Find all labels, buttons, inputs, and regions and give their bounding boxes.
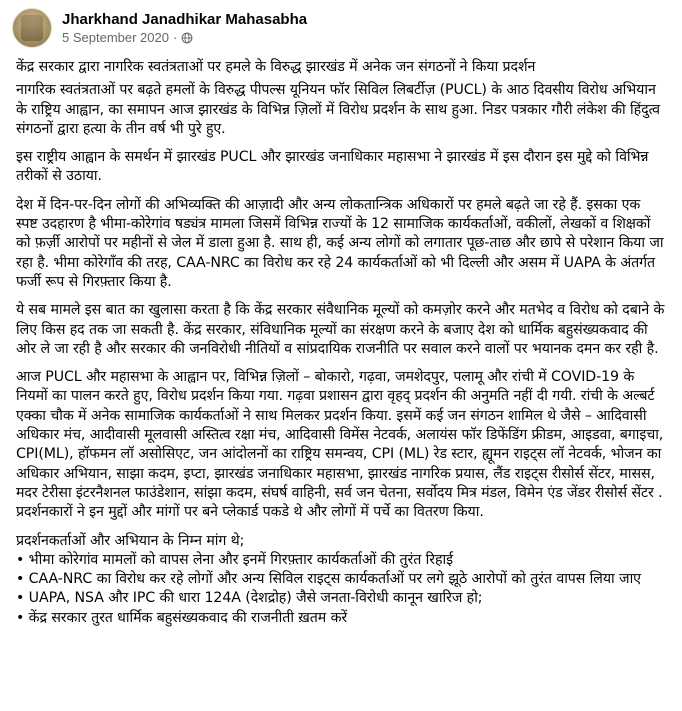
post-body [0,50,682,628]
post-header [0,0,682,50]
list-item: • UAPA, NSA और IPC की धारा 124A (देशद्रोह) जैसे जनता-विरोधी कानून खारिज हो; [16,590,483,607]
post-date-link[interactable]: 5 September 2020 [62,30,169,45]
paragraph: नागरिक स्वतंत्रताओं पर बढ़ते हमलों के विरुद्ध पीपल्स यूनियन फॉर सिविल लिबर्टीज़ (PUCL) के आठ दिवसीय विरोध अभियान के राष्ट्रिय आह्वान, का समापन आज झारखंड के विभिन्न ज़िलों में विरोध प्रदर्शन के साथ हुआ. निडर पत्रकार गौरी लंकेश की हिंदुत्व संगठनों द्वारा हत्या के तीन वर्ष भी पुरे हुए. [16,82,660,137]
post-subline [62,29,307,46]
paragraph: ये सब मामले इस बात का खुलासा करता है कि केंद्र सरकार संवैधानिक मूल्यों को कमज़ोर करने और मतभेद व विरोध को दबाने के लिए किस हद तक जा सकती है. केंद्र सरकार, संविधानिक मूल्यों का संरक्षण करने के बजाए देश को धार्मिक बहुसंख्यकवाद की ओर ले जा रही है और सरकार की जनविरोधी नीतियों व सांप्रदायिक राजनीति पर सवाल करने वालों पर भयानक दमन कर रही है. [16,302,665,357]
list-item: • CAA-NRC का विरोध कर रहे लोगों और अन्य सिविल राइट्स कार्यकर्ताओं पर लगे झूठे आरोपों को तुरंत वापस लिया जाए [16,571,641,588]
demands-list [16,532,666,628]
avatar-image [21,15,43,41]
list-item: • केंद्र सरकार तुरत धार्मिक बहुसंख्यकवाद की राजनीती ख़तम करें [16,609,348,626]
paragraph: देश में दिन-पर-दिन लोगों की अभिव्यक्ति की आज़ादी और अन्य लोकतान्त्रिक अधिकारों पर हमले बढ़ते जा रहे हैं. इसका एक स्पष्ट उदहारण है भीमा-कोरेगांव षड्यंत्र मामला जिसमें विभिन्न राज्यों के 12 सामाजिक कार्यकर्ताओं, वकीलों, लेखकों व शिक्षकों को फ़र्ज़ी आरोपों पर महीनों से जेल में डाला हुआ है. साथ ही, कई अन्य लोगों को लगातार पूछ-ताछ और छापे से परेशान किया जा रहा है. भीमा कोरेगाँव की तरह, CAA-NRC का विरोध कर रहे 24 कार्यकर्ताओं को भी दिल्ली और असम में UAPA के अंतर्गत फर्जी रूप से गिरफ़्तार किया है. [16,196,664,290]
separator-dot: · [172,30,178,45]
paragraph: इस राष्ट्रीय आह्वान के समर्थन में झारखंड PUCL और झारखंड जनाधिकार महासभा ने झारखंड में इस दौरान इस मुद्दे को विभिन्न तरीकों से उठाया. [16,149,649,185]
post-meta [62,10,307,46]
globe-icon[interactable] [181,32,193,44]
paragraph: आज PUCL और महासभा के आह्वान पर, विभिन्न ज़िलों – बोकारो, गढ़वा, जमशेदपुर, पलामू और रांची में COVID-19 के नियमों का पालन करते हुए, विरोध प्रदर्शन किया गया. गढ़वा प्रशासन द्वारा वृहद् प्रदर्शन की अनुमति नहीं दी गयी. रांची के अल्बर्ट एक्का चौक में अनेक सामाजिक कार्यकर्ताओं ने साथ मिलकर प्रदर्शन किया. इसमें कई जन संगठन शामिल थे जैसे – आदिवासी अधिकार मंच, आदीवासी मूलवासी अस्तित्व रक्षा मंच, आदिवासी विमेंस नेटवर्क, अलायंस फॉर डिफेंडिंग फ्रीडम, आइडवा, बगाइचा, CPI(ML), हॉफमन लॉ असोसिएट, जन आंदोलनों का राष्ट्रिय समन्वय, CPI (ML) रेड स्टार, ह्यूमन राइट्स लॉ नेटवर्क, भोजन का अधिकार अभियान, साझा कदम, इप्टा, झारखंड जनाधिकार महासभा, झारखंड नागरिक प्रयास, लैंड राइट्स रीसोर्स सेंटर, मासस, मदर टेरीसा इंटरनैशनल फाउंडेशान, सांझा कदम, संघर्ष वाहिनी, सर्व जन चेतना, सर्वोदय मित्र मंडल, विमेन एंड जेंडर रीसोर्स सेंटर . प्रदर्शनकारों ने इन मुद्दों और मांगों पर बने प्लेकार्ड पकडे थे और लोगों में पर्चे का वितरण किया. [16,369,664,521]
page-avatar[interactable] [12,8,52,48]
page-name-link[interactable]: Jharkhand Janadhikar Mahasabha [62,11,308,28]
demands-intro: प्रदर्शनकर्ताओं और अभियान के निम्न मांग थे; [16,532,245,549]
list-item: • भीमा कोरेगांव मामलों को वापस लेना और इनमें गिरफ़्तार कार्यकर्ताओं की तुरंत रिहाई [16,551,453,568]
post-title: केंद्र सरकार द्वारा नागरिक स्वतंत्रताओं पर हमले के विरुद्ध झारखंड में अनेक जन संगठनों ने किया प्रदर्शन [16,59,536,75]
